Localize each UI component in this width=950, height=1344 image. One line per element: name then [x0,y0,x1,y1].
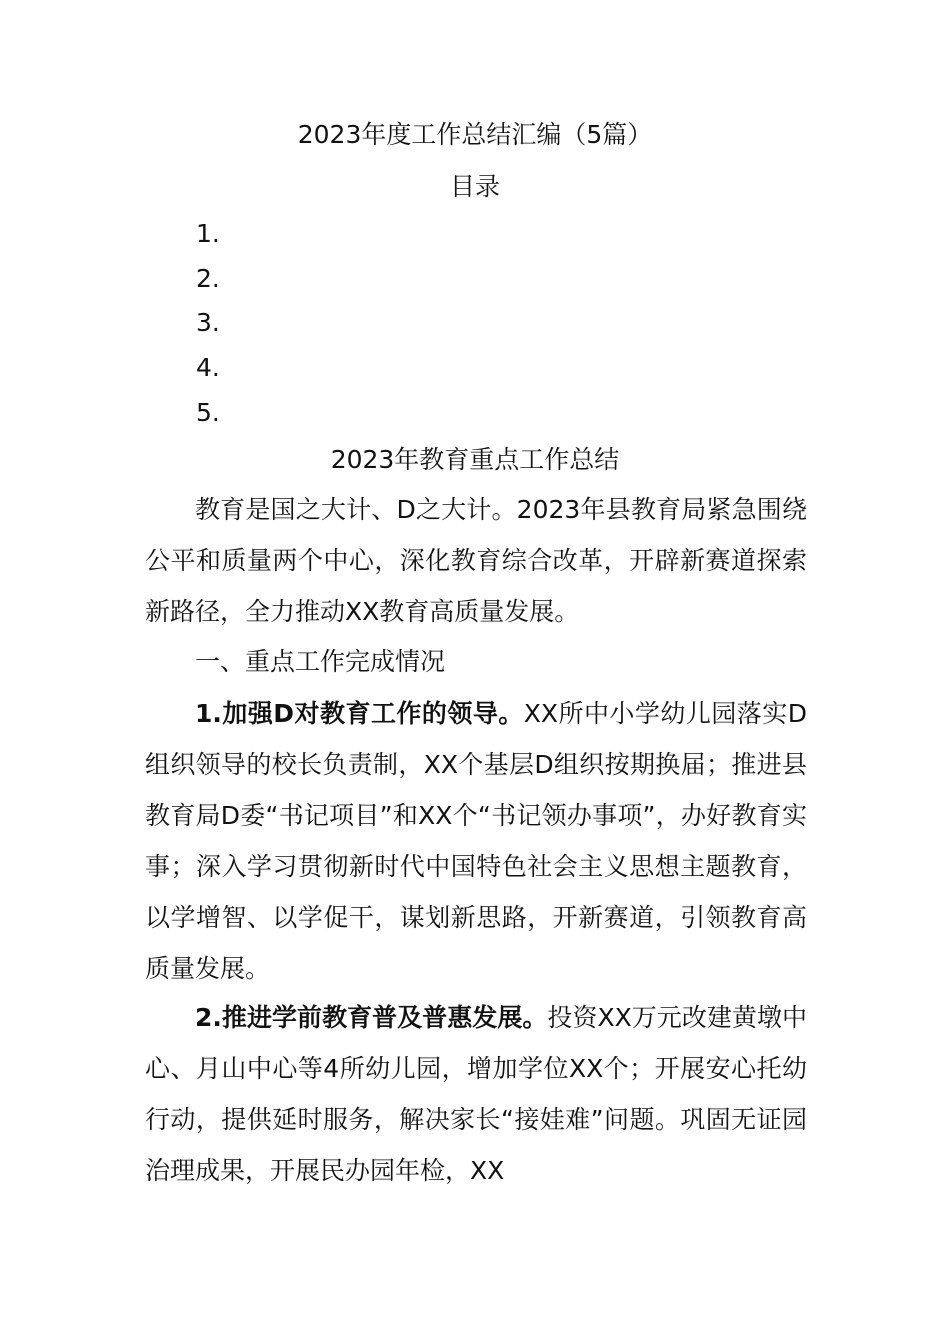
intro-paragraph: 教育是国之大计、D之大计。2023年县教育局紧急围绕公平和质量两个中心，深化教育综合改革，开辟新赛道探索新路径，全力推动XX教育高质量发展。 [145,495,807,626]
article-title: 2023年教育重点工作总结 [330,445,620,474]
section-heading: 一、重点工作完成情况 [195,647,446,676]
item2-paragraph [145,992,807,1196]
toc-item-2: 2. [196,264,220,293]
toc-item-1: 1. [196,219,220,248]
item1-paragraph [145,688,807,994]
item1-text: XX所中小学幼儿园落实D组织领导的校长负责制，XX个基层D组织按期换届；推进县教育局D委“书记项目”和XX个“书记领办事项”，办好教育实事；深入学习贯彻新时代中国特色社会主义思想主题教育，以学增智、以学促干，谋划新思路，开新赛道，引领教育高质量发展。 [145,699,807,983]
toc-item-3: 3. [196,308,220,337]
toc-item-4: 4. [196,353,220,382]
item1-heading: 1.加强D对教育工作的领导。 [195,699,524,728]
toc-item-5: 5. [196,398,220,427]
item2-heading: 2.推进学前教育普及普惠发展。 [195,1003,548,1032]
toc-title: 目录 [449,172,500,201]
item2-text: 投资XX万元改建黄墩中心、月山中心等4所幼儿园，增加学位XX个；开展安心托幼行动，提供延时服务，解决家长“接娃难”问题。巩固无证园治理成果，开展民办园年检，XX [145,1003,807,1185]
main-title: 2023年度工作总结汇编（5篇） [297,120,653,149]
